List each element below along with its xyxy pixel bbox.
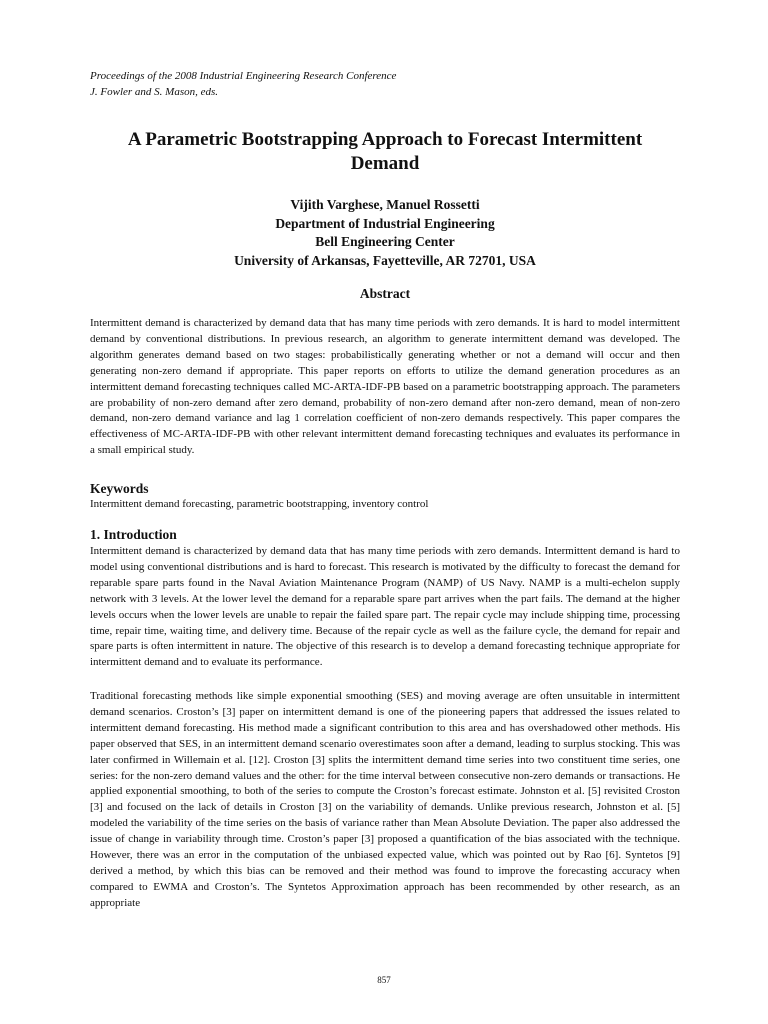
author-center: Bell Engineering Center	[315, 234, 455, 249]
abstract-text: Intermittent demand is characterized by demand data that has many time periods with zero demands. It is hard to model intermittent demand by conventional distributions. In previous research, an algorithm to generate intermittent demand was developed. The algorithm generates demand based on two stages: probabilistically generating whether or not a demand will occur and then generating non-zero demand if appropriate. This paper reports on efforts to utilize the demand generation procedures as an intermittent demand forecasting techniques called MC-ARTA-IDF-PB based on a parametric bootstrapping approach. The parameters are probability of non-zero demand after zero demand, probability of non-zero demand after non-zero demand, mean of non-zero demand, non-zero demand variance and lag 1 correlation coefficient of non-zero demands respectively. This paper compares the effectiveness of MC-ARTA-IDF-PB with other relevant intermittent demand forecasting techniques and evaluates its performance in a small empirical study.	[90, 317, 680, 457]
conference-header	[90, 68, 680, 100]
paper-title	[90, 128, 680, 176]
introduction-paragraph-1: Intermittent demand is characterized by demand data that has many time periods with zero demands. Intermittent demand is hard to model using conventional distributions and is hard to forecast. This research is motivated by the difficulty to forecast the demand for reparable spare parts found in the Naval Aviation Maintenance Program (NAMP) of US Navy. NAMP is a multi-echelon supply network with 3 levels. At the lower level the demand for a reparable spare part arrives when the part fails. The demand at the higher levels occurs when the lower levels are unable to repair the failed spare part. The repair cycle may include shipping time, processing time, repair time, waiting time, and delivery time. Because of the repair cycle as well as the failure cycle, the demand for repair and spare parts is often intermittent in nature. The objective of this research is to develop a demand forecasting technique appropriate for intermittent demand and to evaluate its performance.	[90, 545, 680, 669]
page-number: 857	[377, 975, 391, 985]
author-university: University of Arkansas, Fayetteville, AR 72701, USA	[234, 252, 536, 268]
author-department: Department of Industrial Engineering	[275, 215, 495, 231]
title-line-2: Demand	[350, 153, 420, 174]
editors-line: J. Fowler and S. Mason, eds.	[90, 86, 219, 98]
keywords-heading: Keywords	[90, 481, 149, 496]
abstract-heading: Abstract	[359, 286, 411, 301]
author-names: Vijith Varghese, Manuel Rossetti	[290, 197, 480, 212]
introduction-paragraph-2: Traditional forecasting methods like simple exponential smoothing (SES) and moving average are often unsuitable in intermittent demand scenarios. Croston’s [3] paper on intermittent demand is one of the pioneering papers that addressed the issues related to intermittent demand forecasting. His method made a significant contribution to this area and has overshadowed other methods. His paper observed that SES, in an intermittent demand scenario overestimates soon after a demand, leading to surplus stocking. This was later confirmed in Willemain et al. [12]. Croston [3] splits the intermittent demand time series into two constituent time series, one series: for the non-zero demand values and the other: for the time interval between consecutive non-zero demands or transactions. He applied exponential smoothing, to both of the series to compute the Croston’s forecast estimate. Johnston et al. [5] revisited Croston [3] and focused on the lack of details in Croston [3] on the variability of demands. Unlike previous research, Johnston et al. [5] modeled the variability of the time series on the basis of variance rather than Mean Absolute Deviation. The paper also addressed the issue of change in variability through time. Croston’s paper [3] proposed a quantification of the bias associated with the technique. However, there was an error in the computation of the unbiased expected value, which was pointed out by Rao [6]. Syntetos [9] derived a method, by which this bias can be removed and their method was found to improve the forecasting accuracy when compared to EWMA and Croston’s. The Syntetos Approximation approach has been recommended by other research, as an appropriate	[90, 690, 680, 909]
introduction-heading: 1. Introduction	[90, 527, 177, 542]
title-line-1: A Parametric Bootstrapping Approach to Forecast Intermittent	[127, 129, 643, 150]
author-block	[90, 196, 680, 270]
proceedings-line: Proceedings of the 2008 Industrial Engineering Research Conference	[90, 70, 397, 82]
keywords-text: Intermittent demand forecasting, parametric bootstrapping, inventory control	[90, 498, 429, 510]
